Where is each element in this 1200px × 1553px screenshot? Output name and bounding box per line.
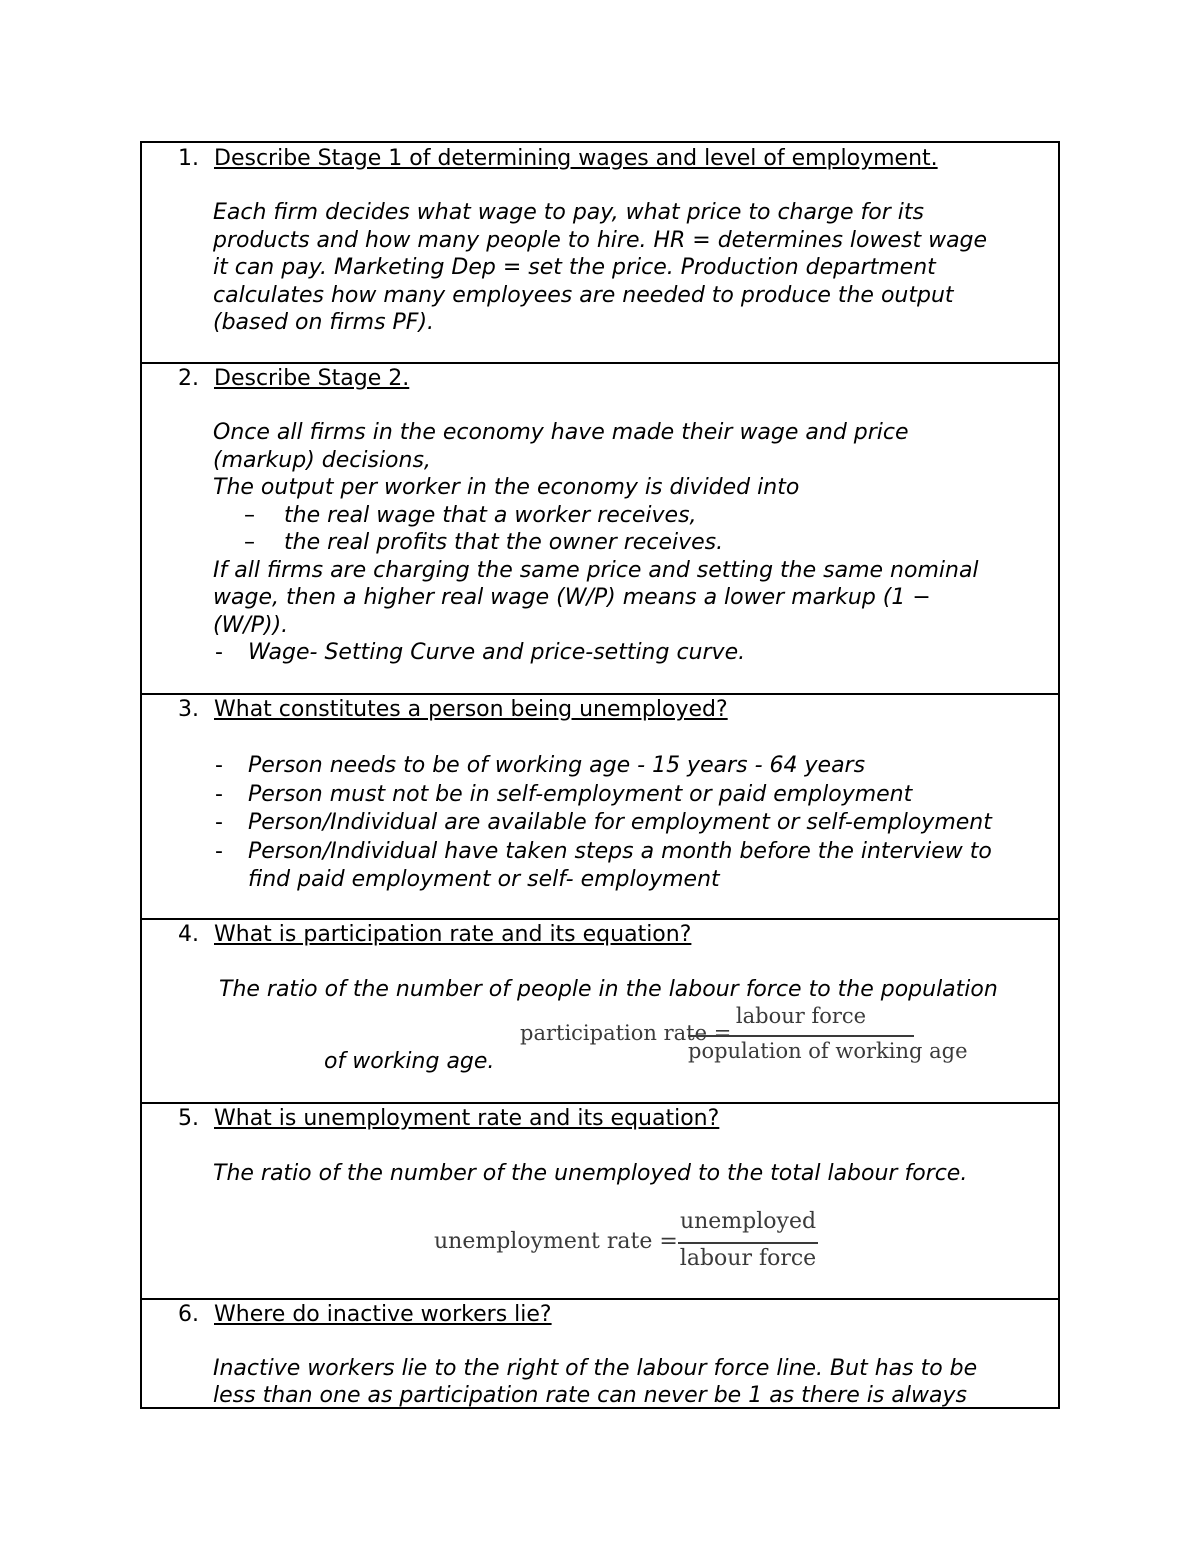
formula-lhs: participation rate = — [520, 1021, 732, 1045]
bullet-item — [215, 809, 992, 837]
bullet-item — [215, 781, 913, 809]
bullet-marker: - — [215, 838, 223, 864]
answer-line: calculates how many employees are needed to produce the output — [213, 282, 954, 308]
sub-bullet-item — [244, 502, 697, 530]
answer-line: less than one as participation rate can never be 1 as there is always — [213, 1383, 967, 1408]
qa-cell-2 — [142, 362, 1058, 693]
fraction-bar — [688, 1035, 914, 1037]
answer-line: (W/P)). — [213, 612, 289, 638]
question-text: Describe Stage 1 of determining wages and level of employment. — [214, 146, 938, 171]
question-number: 3. — [178, 697, 199, 722]
qa-cell-4 — [142, 918, 1058, 1102]
question-5 — [178, 1105, 719, 1132]
answer-line: (markup) decisions, — [213, 447, 431, 473]
dash-marker: – — [244, 502, 255, 528]
answer-line: wage, then a higher real wage (W/P) means a lower markup (1 − — [213, 585, 931, 610]
question-2 — [178, 365, 409, 392]
fraction-bar — [678, 1242, 818, 1244]
question-number: 5. — [178, 1106, 199, 1131]
formula-numerator: labour force — [735, 1004, 867, 1028]
formula-numerator: unemployed — [679, 1209, 817, 1234]
question-6 — [178, 1301, 552, 1328]
formula-denominator: population of working age — [688, 1039, 968, 1063]
formula-fraction — [678, 1210, 818, 1276]
question-text: Where do inactive workers lie? — [214, 1302, 552, 1327]
question-text: Describe Stage 2. — [214, 366, 410, 391]
question-4 — [178, 921, 691, 948]
bullet-text: Person/Individual have taken steps a month before the interview to — [248, 838, 992, 864]
question-1 — [178, 145, 938, 172]
formula-lhs: unemployment rate = — [434, 1229, 678, 1254]
bullet-marker: - — [215, 810, 223, 835]
qa-cell-3 — [142, 693, 1058, 918]
question-number: 2. — [178, 366, 199, 391]
bullet-text: Person needs to be of working age - 15 years - 64 years — [248, 753, 866, 778]
question-text: What is unemployment rate and its equation? — [214, 1106, 720, 1131]
answer-line: (based on firms PF). — [213, 310, 435, 335]
sub-bullet-item — [244, 529, 724, 557]
question-3 — [178, 696, 728, 723]
answer-line: products and how many people to hire. HR = determines lowest wage — [213, 227, 988, 253]
question-number: 4. — [178, 922, 199, 947]
answer-line: Once all firms in the economy have made their wage and price — [213, 420, 909, 445]
question-text: What constitutes a person being unemployed? — [214, 697, 728, 722]
answer-line: If all firms are charging the same price and setting the same nominal — [213, 557, 979, 583]
qa-cell-5 — [142, 1102, 1058, 1298]
bullet-continuation: find paid employment or self- employment — [248, 867, 720, 892]
bullet-marker: - — [215, 640, 223, 665]
bullet-text: Wage- Setting Curve and price-setting curve. — [248, 640, 746, 665]
answer-line: it can pay. Marketing Dep = set the price. Production department — [213, 255, 936, 280]
bullet-item — [215, 838, 992, 866]
formula-fraction — [688, 1004, 968, 1068]
question-text: What is participation rate and its equation? — [214, 922, 692, 947]
qa-table — [140, 141, 1060, 1409]
bullet-text: Person/Individual are available for employment or self-employment — [248, 810, 992, 835]
bullet-item — [215, 639, 746, 667]
qa-cell-1 — [142, 143, 1058, 362]
bullet-item — [215, 752, 866, 780]
answer-line: Each firm decides what wage to pay, what price to charge for its — [213, 200, 924, 225]
answer-line: of working age. — [324, 1049, 495, 1074]
bullet-marker: - — [215, 781, 223, 807]
question-number: 1. — [178, 146, 199, 171]
sub-bullet-text: the real wage that a worker receives, — [284, 502, 697, 528]
participation-rate-formula — [520, 1004, 968, 1068]
answer-line: The ratio of the number of the unemployed to the total labour force. — [213, 1161, 968, 1186]
unemployment-rate-formula — [434, 1210, 834, 1276]
qa-cell-6 — [142, 1298, 1058, 1407]
answer-line: The ratio of the number of people in the labour force to the population — [219, 977, 998, 1002]
formula-denominator: labour force — [679, 1246, 817, 1271]
answer-line: The output per worker in the economy is divided into — [213, 475, 800, 500]
dash-marker: – — [244, 530, 255, 555]
bullet-marker: - — [215, 753, 223, 778]
answer-line: Inactive workers lie to the right of the labour force line. But has to be — [213, 1356, 978, 1381]
sub-bullet-text: the real profits that the owner receives. — [284, 530, 724, 555]
question-number: 6. — [178, 1302, 199, 1327]
bullet-text: Person must not be in self-employment or paid employment — [248, 781, 913, 807]
